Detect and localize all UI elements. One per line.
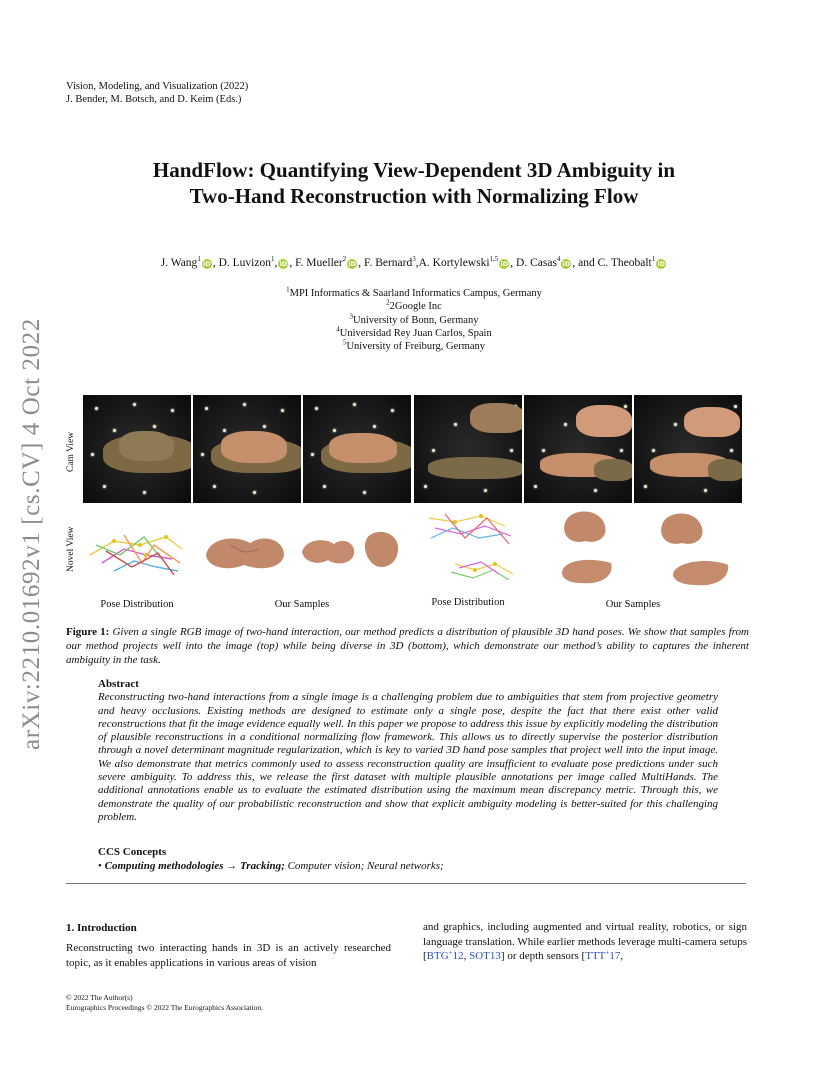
intro-column-2: and graphics, including augmented and virtual reality, robotics, or sign language translation. While earlier methods leverage multi-camera setups [BTG+12, SOT13] or depth sensors [TTT+17, <box>423 921 747 962</box>
figure-caption: Figure 1: Given a single RGB image of two-hand interaction, our method predicts a distribution of plausible 3D hand poses. We show that samples from our method projects well into the image (top) while being diverse in 3D (bottom), which demonstrate our method’s ability to captures the inherent ambiguity in the task. <box>66 626 749 666</box>
abstract <box>98 678 718 824</box>
cam-view-image <box>634 395 742 503</box>
editors-line: J. Bender, M. Botsch, and D. Keim (Eds.) <box>66 94 242 105</box>
copyright-footer <box>66 993 263 1013</box>
author: A. Kortylewski$^{1,5}$iD , <box>418 255 517 269</box>
orcid-icon[interactable]: iD <box>203 260 211 268</box>
sample-render <box>200 525 290 575</box>
venue-line: Vision, Modeling, and Visualization (2022) <box>66 81 249 92</box>
cam-view-image <box>83 395 191 503</box>
title-line-1: HandFlow: Quantifying View-Dependent 3D Ambiguity in <box>152 158 676 182</box>
affiliation: $^2$2Google Inc <box>386 298 442 313</box>
author: D. Casas$^4$iD , <box>516 255 579 269</box>
title-line-2: Two-Hand Reconstruction with Normalizing Flow <box>189 184 639 208</box>
orcid-icon[interactable]: iD <box>562 260 571 268</box>
venue-header <box>66 80 248 106</box>
sample-render <box>555 505 615 595</box>
caption-our-samples: Our Samples <box>274 599 330 610</box>
orcid-icon[interactable]: iD <box>500 260 509 268</box>
proceedings-line: Eurographics Proceedings © 2022 The Eurographics Association. <box>66 1003 263 1012</box>
affiliation: $^4$Universidad Rey Juan Carlos, Spain <box>336 325 492 339</box>
author: J. Wang$^1$iD , <box>160 255 219 269</box>
section-divider <box>66 883 746 884</box>
sample-render <box>298 530 358 570</box>
orcid-icon[interactable]: iD <box>657 260 666 268</box>
ccs-concepts <box>98 846 718 873</box>
ccs-heading: CCS Concepts <box>98 846 167 858</box>
affiliation: $^1$MPI Informatics & Saarland Informatics Campus, Germany <box>286 285 542 299</box>
affiliation: $^3$University of Bonn, Germany <box>349 312 479 326</box>
caption-pose-distribution: Pose Distribution <box>100 599 174 610</box>
author-list <box>60 257 768 269</box>
abstract-heading: Abstract <box>98 678 139 690</box>
abstract-text: Reconstructing two-hand interactions from a single image is a challenging problem due to ambiguities that stem from projective geometry and heavy occlusions. Existing methods are designed to estimate only a single pose, despite the fact that there exist other valid reconstructions that fit the image evidence equally well. In this paper we propose to address this issue by explicitly modeling the distribution of plausible reconstructions in a conditional normalizing flow framework. This allows us to directly supervise the posterior distribution through a novel determinant magnitude regularization, which is key to varied 3D hand pose samples that project well into the input image. We also demonstrate that metrics commonly used to assess reconstruction quality are insufficient to evaluate pose predictions under such severe ambiguity. To address this, we release the first dataset with multiple plausible annotations per image called MultiHands. The additional annotations enable us to evaluate the estimated distribution using the maximum mean discrepancy metric. Through this, we demonstrate the quality of our probabilistic reconstruction and show that explicit ambiguity modeling is better-suited for this challenging problem. <box>98 691 718 823</box>
orcid-icon[interactable]: iD <box>348 260 357 268</box>
affiliation: $^5$University of Freiburg, Germany <box>342 338 486 353</box>
author: F. Mueller$^2$iD , <box>295 255 364 269</box>
citation-link[interactable]: SOT13 <box>469 950 501 962</box>
author: D. Luvizon$^1$, iD , <box>218 255 296 269</box>
citation-link[interactable]: BTG+12 <box>426 948 464 962</box>
row-label-cam-view: Cam View <box>66 431 76 472</box>
sample-render <box>362 525 406 575</box>
caption-our-samples: Our Samples <box>605 599 661 610</box>
sample-render <box>654 505 732 595</box>
ccs-line: • Computing methodologies → Tracking; Computer vision; Neural networks; <box>98 859 444 872</box>
cam-view-image <box>193 395 301 503</box>
copyright-line: © 2022 The Author(s) <box>66 993 133 1002</box>
cam-view-image <box>414 395 522 503</box>
paper-title <box>60 157 768 209</box>
section-heading-introduction: 1. Introduction <box>66 922 137 934</box>
intro-column-1: Reconstructing two interacting hands in 3D is an actively researched topic, as it enables applications in various areas of vision <box>66 942 391 969</box>
arxiv-stamp: arXiv:2210.01692v1 [cs.CV] 4 Oct 2022 <box>18 318 45 750</box>
row-label-novel-view: Novel View <box>66 526 76 572</box>
author: and C. Theobalt$^1$iD <box>578 255 666 269</box>
caption-pose-distribution: Pose Distribution <box>431 597 505 608</box>
pose-distribution-render <box>425 508 520 588</box>
cam-view-image <box>524 395 632 503</box>
cam-view-image <box>303 395 411 503</box>
citation-link[interactable]: TTT+17 <box>585 948 621 962</box>
pose-distribution-render <box>84 515 189 585</box>
author: F. Bernard$^3$, <box>363 255 419 269</box>
orcid-icon[interactable]: iD <box>279 260 288 268</box>
affiliations <box>60 287 768 353</box>
